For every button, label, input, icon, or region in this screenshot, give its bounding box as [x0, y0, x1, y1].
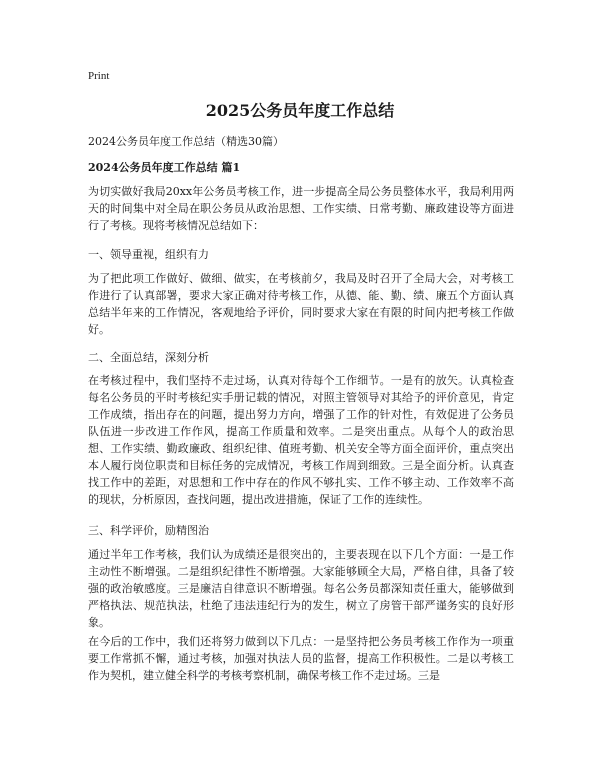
- section-heading-2: 二、全面总结，深刻分析: [88, 351, 209, 364]
- paragraph-3: 通过半年工作考核，我们认为成绩还是很突出的，主要表现在以下几个方面：一是工作主动性不断增强。二是组织纪律性不断增强。大家能够顾全大局，严格自律，具备了较强的政治敏感度。三是廉洁自律意识不断增强。每名公务员都深知责任重大，能够做到严格执法、规范执法，杜绝了违法违纪行为的发生，树立了房管干部严谨务实的良好形象。: [88, 548, 514, 629]
- document-title: 2025公务员年度工作总结: [205, 101, 395, 120]
- article-heading: 2024公务员年度工作总结 篇1: [88, 161, 241, 174]
- paragraph-1: 为了把此项工作做好、做细、做实，在考核前夕，我局及时召开了全局大会，对考核工作进行了认真部署，要求大家正确对待考核工作，从德、能、勤、绩、廉五个方面认真总结半年来的工作情况，客观地给予评价，同时要求大家在有限的时间内把考核工作做好。: [88, 272, 514, 336]
- print-label[interactable]: Print: [88, 70, 110, 82]
- section-heading-1: 一、领导重视，组织有力: [88, 248, 209, 261]
- paragraph-2: 在考核过程中，我们坚持不走过场，认真对待每个工作细节。一是有的放矢。认真检查每名公务员的平时考核纪实手册记载的情况，对照主管领导对其给予的评价意见，肯定工作成绩，指出存在的问题，提出努力方向，增强了工作的针对性，有效促进了公务员队伍进一步改进工作作风，提高工作质量和效率。二是突出重点。从每个人的政治思想、工作实绩、勤政廉政、组织纪律、值班考勤、机关安全等方面全面评价，重点突出本人履行岗位职责和目标任务的完成情况，考核工作周到细致。三是全面分析。认真查找工作中的差距，对思想和工作中存在的作风不够扎实、工作不够主动、工作效率不高的现状，分析原因，查找问题，提出改进措施，保证了工作的连续性。: [88, 374, 514, 506]
- section-heading-3: 三、科学评价，励精图治: [88, 524, 209, 537]
- paragraph-4: 在今后的工作中，我们还将努力做到以下几点：一是坚持把公务员考核工作作为一项重要工作常抓不懈，通过考核，加强对执法人员的监督，提高工作积极性。二是以考核工作为契机，建立健全科学的考核考察机制，确保考核工作不走过场。三是: [88, 635, 514, 682]
- paragraph-intro: 为切实做好我局20xx年公务员考核工作，进一步提高全局公务员整体水平，我局利用两天的时间集中对全局在职公务员从政治思想、工作实绩、日常考勤、廉政建设等方面进行了考核。现将考核情况总结如下：: [88, 185, 514, 232]
- document-subtitle: 2024公务员年度工作总结（精选30篇）: [88, 135, 284, 148]
